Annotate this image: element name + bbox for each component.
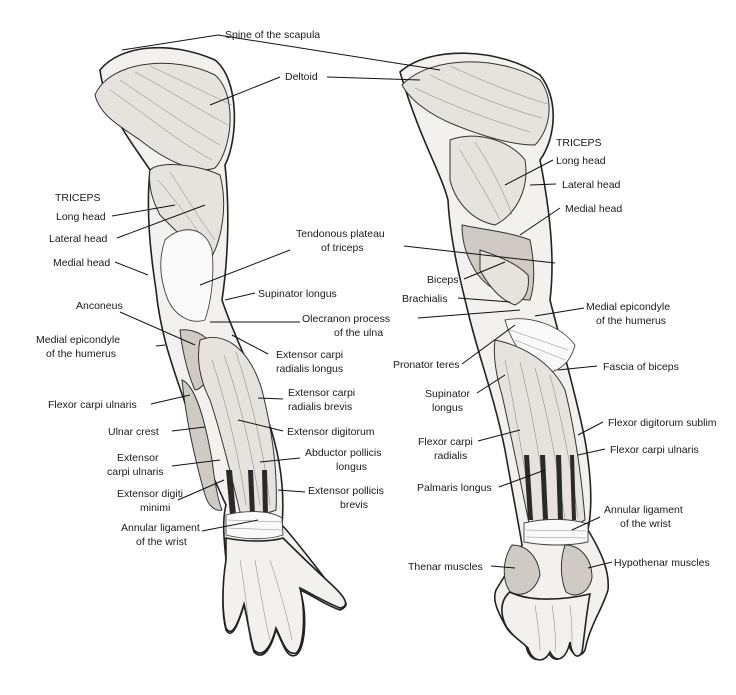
label-triceps-right: TRICEPS [556,137,602,149]
label-ext-carpi-rad-longus-2: radialis longus [276,363,344,375]
right-hand [502,592,590,660]
label-spine-of-scapula: Spine of the scapula [225,29,321,41]
label-medial-epicondyle-right-1: Medial epicondyle [586,301,671,313]
label-olecranon-1: Olecranon process [302,313,391,325]
label-annular-ligament-left-1: Annular ligament [121,522,200,534]
label-fascia-of-biceps: Fascia of biceps [603,361,679,373]
label-lateral-head-left: Lateral head [49,233,108,245]
label-annular-ligament-right-1: Annular ligament [604,504,683,516]
label-hypothenar-muscles: Hypothenar muscles [614,557,710,569]
label-medial-epicondyle-right-2: of the humerus [596,315,667,327]
label-supinator-longus-right-1: Supinator [425,388,470,400]
label-flexor-carpi-radialis-1: Flexor carpi [418,436,473,448]
label-medial-head-left: Medial head [53,257,111,269]
label-extensor-pollicis-1: Extensor pollicis [308,485,384,497]
label-medial-epicondyle-left-1: Medial epicondyle [36,334,121,346]
label-extensor-carpi-ulnaris-1: Extensor [117,452,159,464]
label-medial-head-right: Medial head [565,203,623,215]
label-long-head-left: Long head [56,211,106,223]
label-extensor-digiti-minimi-1: Extensor digiti [117,488,183,500]
label-brachialis: Brachialis [402,293,448,305]
label-pronator-teres: Pronator teres [393,359,460,371]
left-deltoid-muscle [95,63,230,169]
label-annular-ligament-right-2: of the wrist [620,518,671,530]
label-extensor-pollicis-2: brevis [340,499,369,511]
label-anconeus: Anconeus [76,300,123,312]
label-extensor-carpi-ulnaris-2: carpi ulnaris [107,466,164,478]
label-supinator-longus-left: Supinator longus [258,288,337,300]
left-hand [223,538,346,653]
label-supinator-longus-right-2: longus [432,402,463,414]
label-tendonous-plateau-1: Tendonous plateau [296,228,385,240]
label-extensor-digitorum: Extensor digitorum [287,426,375,438]
label-lateral-head-right: Lateral head [562,179,621,191]
label-ext-carpi-rad-longus-1: Extensor carpi [276,349,344,361]
right-annular-ligament [524,519,588,545]
label-thenar-muscles: Thenar muscles [408,561,483,573]
label-flexor-carpi-ulnaris-left: Flexor carpi ulnaris [48,399,137,411]
label-medial-epicondyle-left-2: of the humerus [46,348,117,360]
label-ext-carpi-rad-brevis-2: radialis brevis [288,401,353,413]
label-flexor-carpi-ulnaris-right: Flexor carpi ulnaris [610,444,699,456]
label-biceps: Biceps [427,274,459,286]
label-long-head-right: Long head [556,155,606,167]
label-flexor-carpi-radialis-2: radialis [434,450,468,462]
label-abductor-pollicis-1: Abductor pollicis [305,447,382,459]
label-triceps-left: TRICEPS [55,192,101,204]
label-abductor-pollicis-2: longus [336,461,367,473]
label-olecranon-2: of the ulna [334,327,384,339]
left-annular-ligament [226,512,283,539]
label-annular-ligament-left-2: of the wrist [136,536,187,548]
label-deltoid: Deltoid [285,71,318,83]
label-ext-carpi-rad-brevis-1: Extensor carpi [288,387,356,399]
label-extensor-digiti-minimi-2: minimi [140,502,171,514]
label-palmaris-longus: Palmaris longus [417,482,492,494]
label-ulnar-crest: Ulnar crest [108,426,159,438]
label-tendonous-plateau-2: of triceps [321,242,364,254]
label-flexor-digitorum-sublim: Flexor digitorum sublim [608,417,717,429]
